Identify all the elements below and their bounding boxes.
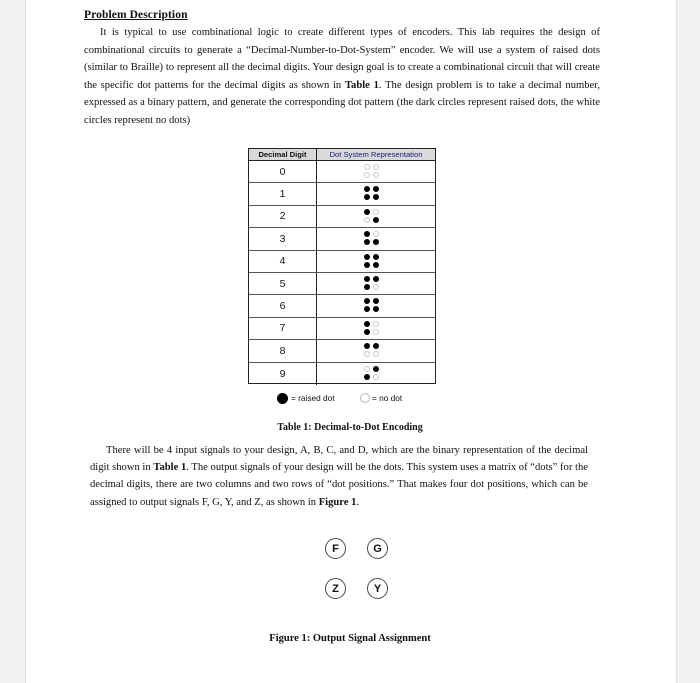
digit-cell: 9 bbox=[249, 363, 317, 385]
raised-dot-icon bbox=[373, 306, 379, 312]
signal-z-circle: Z bbox=[325, 578, 346, 599]
header-dot-system: Dot System Representation bbox=[329, 150, 423, 159]
dot-pattern-cell bbox=[317, 251, 435, 272]
header-decimal-digit: Decimal Digit bbox=[249, 149, 317, 160]
figure-caption: Figure 1: Output Signal Assignment bbox=[269, 633, 431, 644]
signals-paragraph bbox=[90, 442, 588, 511]
table-row bbox=[249, 273, 435, 295]
table-row bbox=[249, 295, 435, 317]
dot-grid bbox=[364, 209, 380, 224]
empty-dot-icon bbox=[364, 172, 370, 178]
raised-dot-icon bbox=[364, 329, 370, 335]
signal-f-circle: F bbox=[325, 538, 346, 559]
signals-text-b: . The output signals of your design will be the dots. This system uses a matrix of “dots” for the decimal digits, there are two columns and two rows of “dot positions.” That makes four dot positions, which can be assigned to output signals F, G, Y, and Z, as shown in bbox=[90, 462, 589, 508]
dot-grid bbox=[364, 254, 380, 269]
dot-pattern-cell bbox=[317, 363, 435, 385]
raised-dot-icon bbox=[373, 239, 379, 245]
raised-dot-icon bbox=[373, 217, 379, 223]
intro-text-2: . The design problem is to take a decimal number, expressed as a binary pattern, and generate the corresponding dot pattern (the dark circles represent raised dots, the white circles represent no dots) bbox=[84, 79, 601, 126]
intro-paragraph bbox=[84, 24, 600, 130]
dot-pattern-cell bbox=[317, 206, 435, 227]
dot-pattern-cell bbox=[317, 183, 435, 204]
signals-text-c: . bbox=[356, 496, 360, 508]
dot-grid bbox=[364, 164, 380, 179]
intro-table-ref: Table 1 bbox=[344, 79, 379, 91]
raised-dot-icon bbox=[373, 194, 379, 200]
table-caption: Table 1: Decimal-to-Dot Encoding bbox=[277, 422, 423, 433]
digit-cell: 1 bbox=[249, 183, 317, 204]
signals-text-a: There will be 4 input signals to your design, A, B, C, and D, which are the binary representation of the decimal digit shown in bbox=[90, 445, 588, 474]
digit-cell: 5 bbox=[249, 273, 317, 294]
encoding-table bbox=[248, 148, 436, 384]
signal-y-circle: Y bbox=[367, 578, 388, 599]
signals-figure-ref: Figure 1 bbox=[318, 496, 357, 508]
raised-dot-icon bbox=[364, 262, 370, 268]
digit-cell: 6 bbox=[249, 295, 317, 316]
dot-pattern-cell bbox=[317, 161, 435, 182]
digit-cell: 4 bbox=[249, 251, 317, 272]
table-row bbox=[249, 340, 435, 362]
digit-cell: 2 bbox=[249, 206, 317, 227]
raised-dot-icon bbox=[373, 186, 379, 192]
empty-dot-icon bbox=[373, 164, 379, 170]
raised-dot-icon bbox=[373, 262, 379, 268]
digit-cell: 3 bbox=[249, 228, 317, 249]
digit-cell: 8 bbox=[249, 340, 317, 361]
dot-grid bbox=[364, 366, 380, 381]
empty-dot-icon bbox=[373, 284, 379, 290]
empty-dot-icon bbox=[373, 351, 379, 357]
raised-dot-icon bbox=[364, 254, 370, 260]
dot-legend bbox=[276, 391, 446, 407]
empty-dot-icon bbox=[364, 164, 370, 170]
dot-grid bbox=[364, 276, 380, 291]
raised-dot-icon bbox=[364, 276, 370, 282]
empty-dot-icon bbox=[373, 329, 379, 335]
raised-dot-icon bbox=[364, 231, 370, 237]
dot-pattern-cell bbox=[317, 228, 435, 249]
dot-grid bbox=[364, 343, 380, 358]
raised-dot-icon bbox=[364, 374, 370, 380]
legend-none-label: = no dot bbox=[372, 393, 403, 403]
dot-pattern-cell bbox=[317, 295, 435, 316]
raised-dot-icon bbox=[364, 194, 370, 200]
table-row bbox=[249, 318, 435, 340]
dot-grid bbox=[364, 231, 380, 246]
raised-dot-icon bbox=[364, 306, 370, 312]
dot-grid bbox=[364, 321, 380, 336]
raised-dot-icon bbox=[364, 298, 370, 304]
raised-dot-icon bbox=[277, 393, 288, 404]
dot-grid bbox=[364, 298, 380, 313]
table-row bbox=[249, 161, 435, 183]
raised-dot-icon bbox=[364, 284, 370, 290]
table-row bbox=[249, 206, 435, 228]
empty-dot-icon bbox=[373, 231, 379, 237]
signal-g-circle: G bbox=[367, 538, 388, 559]
dot-pattern-cell bbox=[317, 273, 435, 294]
legend-raised-label: = raised dot bbox=[291, 393, 335, 403]
table-row bbox=[249, 251, 435, 273]
table-row bbox=[249, 183, 435, 205]
raised-dot-icon bbox=[373, 343, 379, 349]
raised-dot-icon bbox=[364, 186, 370, 192]
digit-cell: 7 bbox=[249, 318, 317, 339]
raised-dot-icon bbox=[364, 209, 370, 215]
empty-dot-icon bbox=[364, 366, 370, 372]
raised-dot-icon bbox=[364, 239, 370, 245]
dot-grid bbox=[364, 186, 380, 201]
empty-dot-icon bbox=[364, 351, 370, 357]
raised-dot-icon bbox=[373, 298, 379, 304]
signals-table-ref: Table 1 bbox=[153, 462, 187, 474]
section-heading: Problem Description bbox=[84, 9, 188, 21]
table-row bbox=[249, 363, 435, 385]
table-header bbox=[249, 149, 435, 161]
raised-dot-icon bbox=[373, 276, 379, 282]
empty-dot-icon bbox=[373, 209, 379, 215]
raised-dot-icon bbox=[364, 321, 370, 327]
raised-dot-icon bbox=[364, 343, 370, 349]
digit-cell: 0 bbox=[249, 161, 317, 182]
empty-dot-icon bbox=[360, 393, 370, 403]
empty-dot-icon bbox=[373, 321, 379, 327]
dot-pattern-cell bbox=[317, 318, 435, 339]
dot-pattern-cell bbox=[317, 340, 435, 361]
intro-text-1: It is typical to use combinational logic to create different types of encoders. This lab requires the design of combinational circuits to generate a “Decimal-Number-to-Dot-System” encoder. We will use a system of raised dots (similar to Braille) to represent all the decimal digits. Your design goal is to create a combinational circuit that will create the specific dot patterns for the decimal digits as shown in bbox=[84, 27, 600, 91]
empty-dot-icon bbox=[373, 172, 379, 178]
empty-dot-icon bbox=[373, 374, 379, 380]
raised-dot-icon bbox=[373, 254, 379, 260]
raised-dot-icon bbox=[373, 366, 379, 372]
table-row bbox=[249, 228, 435, 250]
empty-dot-icon bbox=[364, 217, 370, 223]
